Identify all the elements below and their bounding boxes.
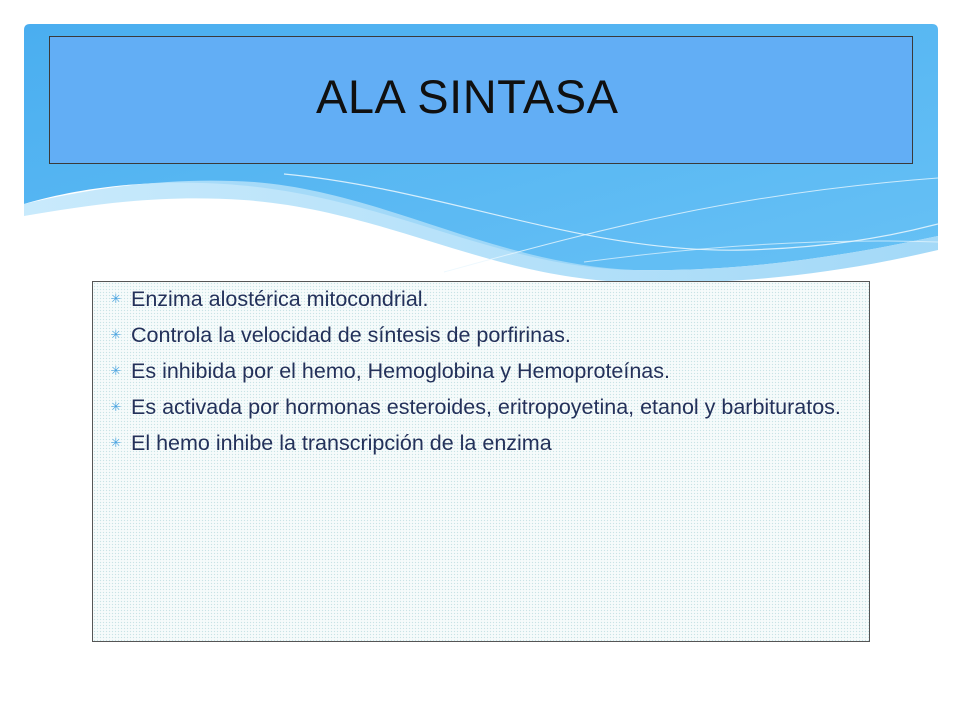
bullet-item [107,322,857,348]
bullet-list [107,286,857,466]
title-box [49,36,913,164]
content-box [92,281,870,642]
asterisk-bullet-icon: ✳ [110,435,122,450]
bullet-item [107,358,857,384]
bullet-text: Controla la velocidad de síntesis de porfirinas. [131,323,571,347]
bullet-item [107,430,857,456]
bullet-text: El hemo inhibe la transcripción de la enzima [131,431,552,455]
asterisk-bullet-icon: ✳ [110,291,122,306]
slide-title: ALA SINTASA [316,70,619,123]
bullet-text: Enzima alostérica mitocondrial. [131,287,429,311]
bullet-text: Es inhibida por el hemo, Hemoglobina y Hemoproteínas. [131,359,670,383]
bullet-item [107,394,857,420]
asterisk-bullet-icon: ✳ [110,399,122,414]
bullet-text: Es activada por hormonas esteroides, eritropoyetina, etanol y barbituratos. [131,395,841,419]
bullet-item [107,286,857,312]
asterisk-bullet-icon: ✳ [110,363,122,378]
asterisk-bullet-icon: ✳ [110,327,122,342]
